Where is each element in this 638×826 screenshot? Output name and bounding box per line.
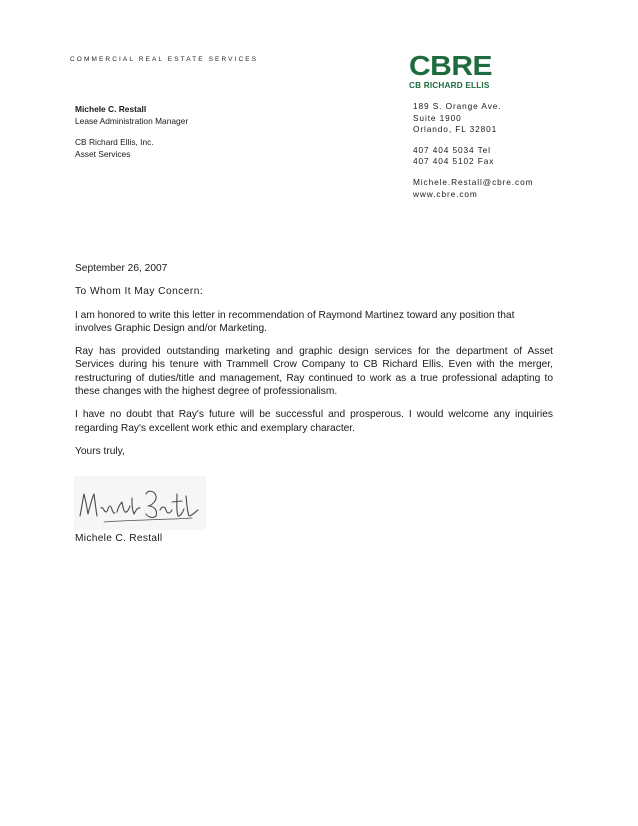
handwritten-signature (74, 476, 206, 530)
contact-block (413, 101, 533, 200)
sender-division: Asset Services (75, 148, 131, 159)
phone-number: 407 404 5034 Tel (413, 144, 491, 155)
cbre-logo (409, 51, 505, 90)
sender-title: Lease Administration Manager (75, 115, 189, 126)
logo-wordmark: CBRE (409, 51, 493, 82)
signature-name: Michele C. Restall (75, 533, 163, 544)
letter-date: September 26, 2007 (75, 263, 168, 274)
website-url: www.cbre.com (413, 188, 478, 199)
sender-name: Michele C. Restall (75, 104, 147, 114)
letter-salutation: To Whom It May Concern: (75, 286, 204, 298)
company-tagline: COMMERCIAL REAL ESTATE SERVICES (70, 56, 259, 63)
logo-subtitle: CB RICHARD ELLIS (409, 81, 490, 90)
letter-paragraph-1: I am honored to write this letter in recommendation of Raymond Martinez toward any position that involves Graphic Design and/or Marketing. (75, 309, 515, 334)
email-address: Michele.Restall@cbre.com (413, 176, 534, 187)
address-line-2: Suite 1900 (413, 112, 462, 123)
fax-number: 407 404 5102 Fax (413, 156, 495, 167)
sender-block (75, 104, 188, 160)
letter-body (75, 262, 553, 468)
sender-company: CB Richard Ellis, Inc. (75, 137, 154, 147)
letter-paragraph-3: I have no doubt that Ray's future will be successful and prosperous. I would welcome any inquiries regarding Ray's excellent work ethic and exemplary character. (75, 409, 553, 434)
address-line-1: 189 S. Orange Ave. (413, 101, 502, 111)
letter-closing: Yours truly, (75, 445, 125, 457)
address-line-3: Orlando, FL 32801 (413, 124, 498, 135)
letter-paragraph-2: Ray has provided outstanding marketing and graphic design services for the department of Asset Services during his tenure with Trammell Crow Company to CB Richard Ellis. Even with the merger, restructuring of duties/title and management, Ray continued to work as a true professional adapting to these changes with the highest degree of professionalism. (75, 346, 553, 398)
